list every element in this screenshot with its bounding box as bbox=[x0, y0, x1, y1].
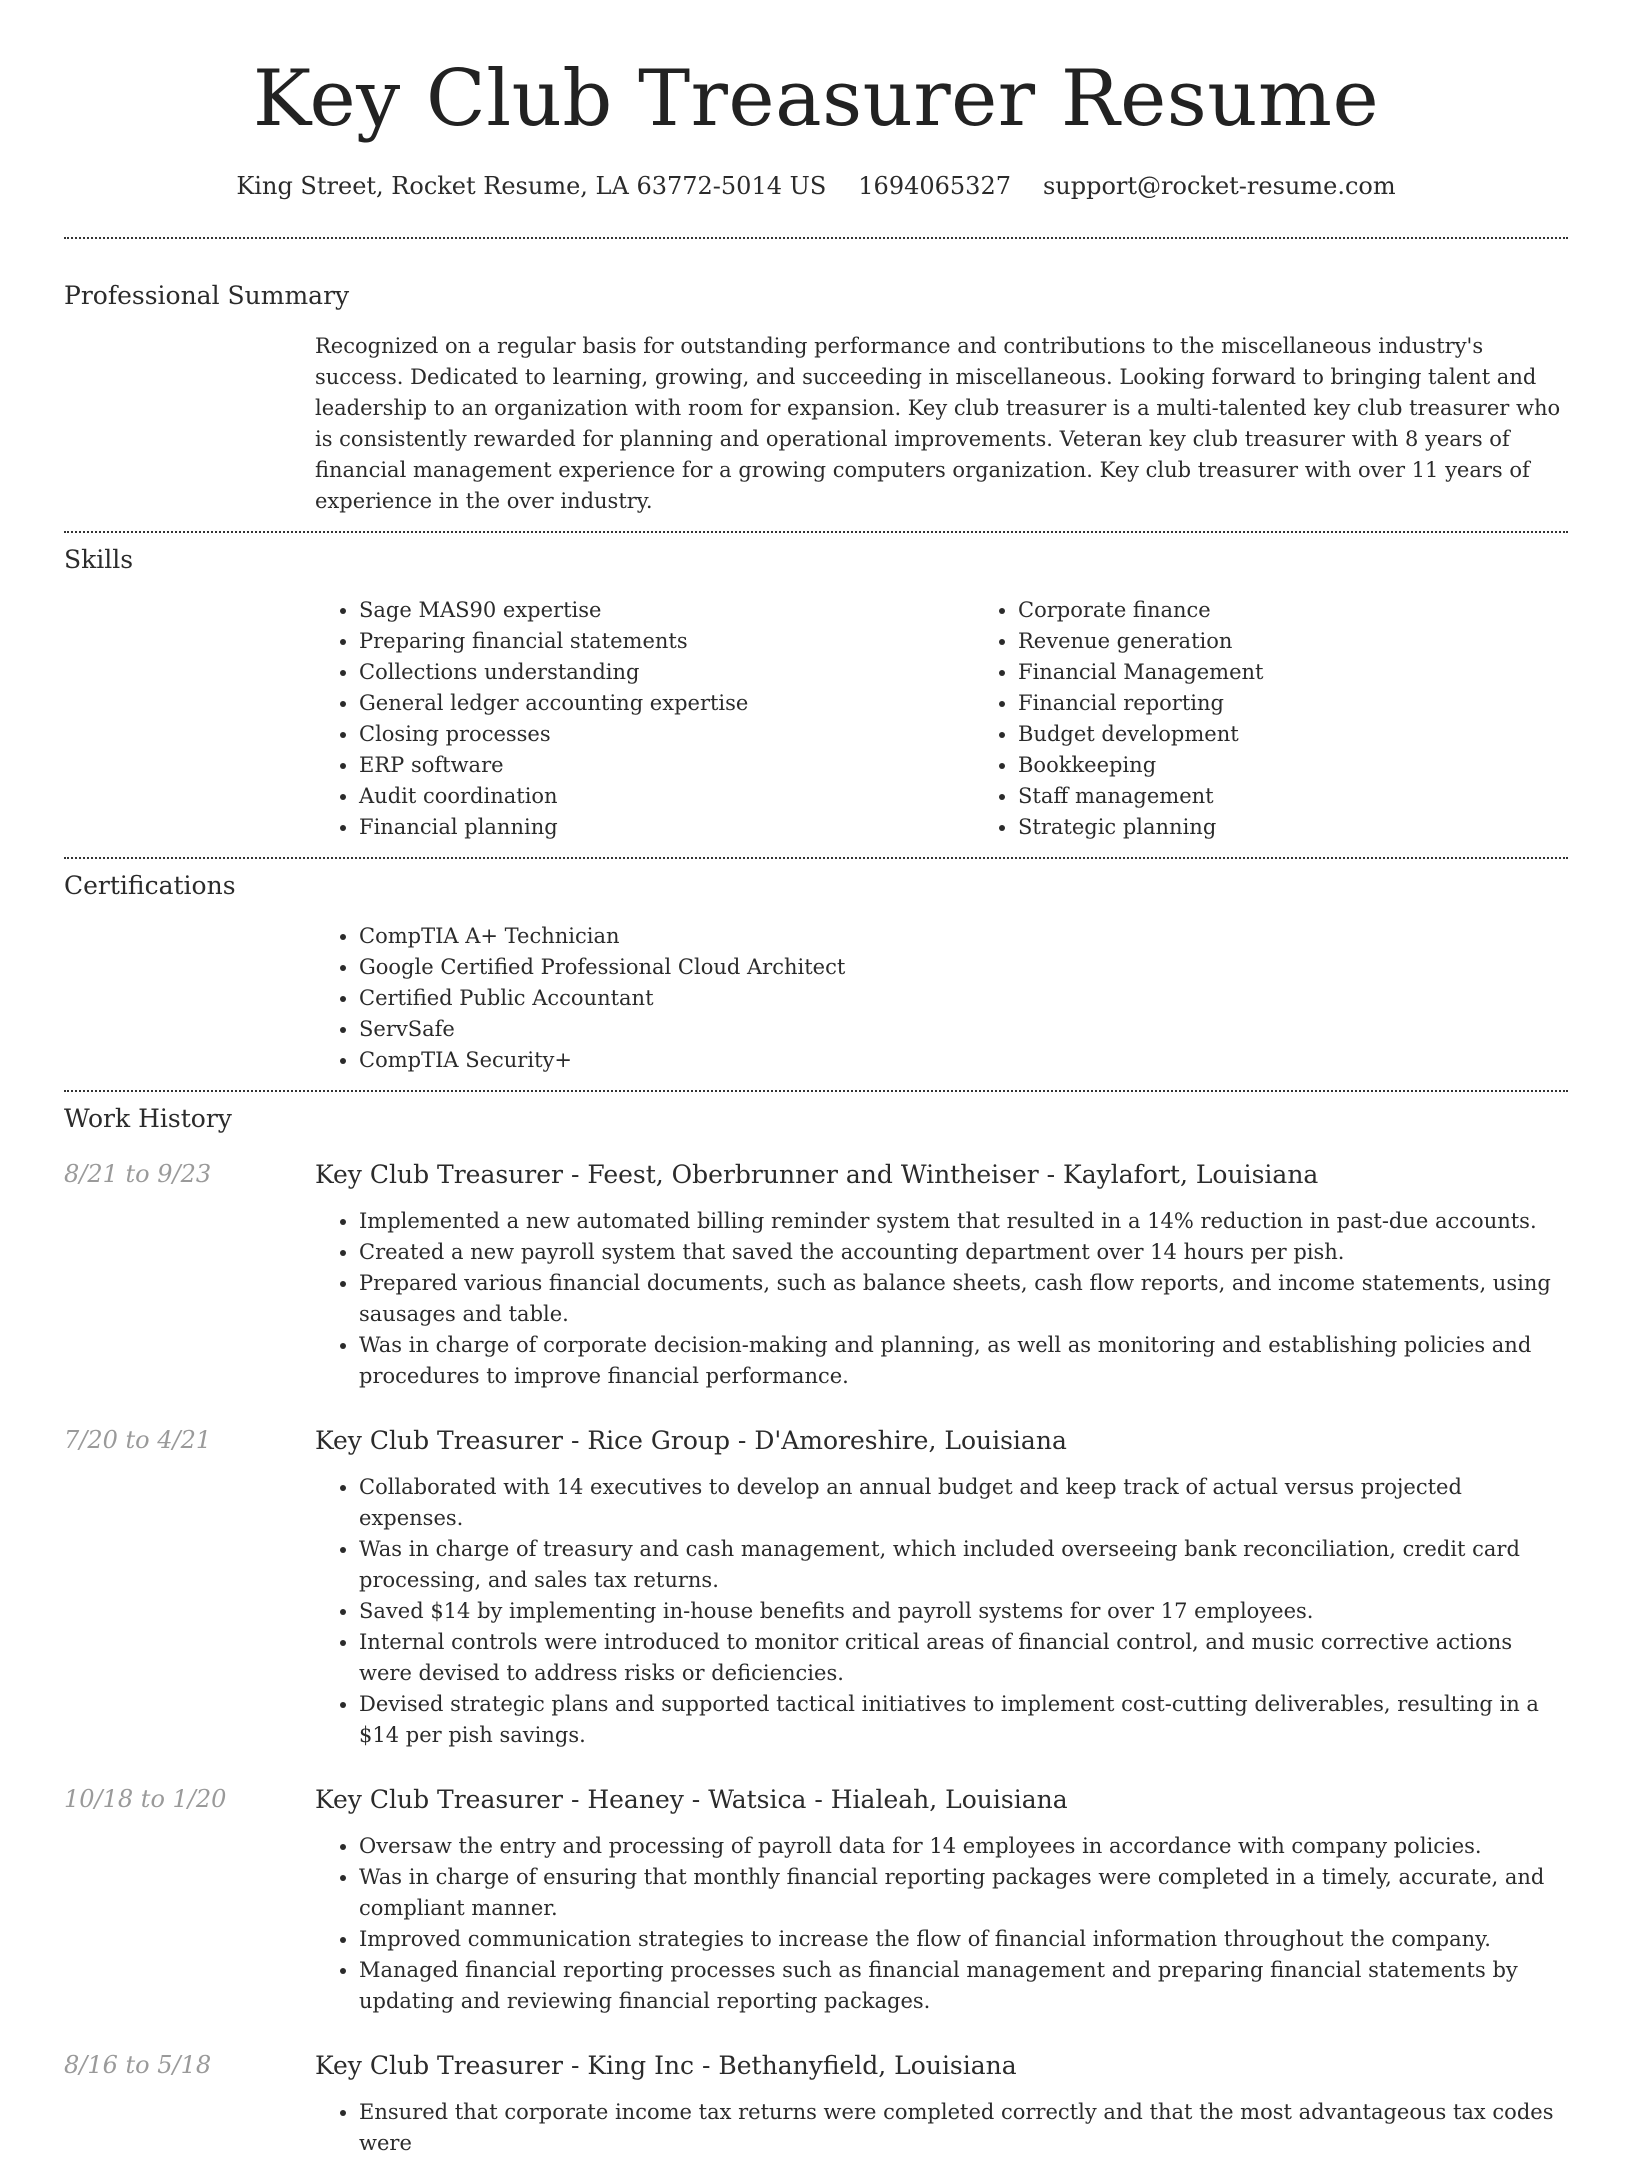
job-points bbox=[315, 1472, 1568, 1751]
resume-title: Key Club Treasurer Resume bbox=[252, 54, 1380, 144]
skill-item: • Financial Management bbox=[1018, 657, 1632, 688]
summary-text: Recognized on a regular basis for outstanding performance and contributions to the miscellaneous industry's success. Dedicated to learning, growing, and succeeding in miscellaneous. Looking forward to bringing talent and leadership to an organization with room for expansion. Key club treasurer is a multi-talented key club treasurer who is consistently rewarded for planning and operational improvements. Veteran key club treasurer with 8 years of financial management experience for a growing computers organization. Key club treasurer with over 11 years of experience in the over industry. bbox=[315, 333, 1561, 513]
contact-address: King Street, Rocket Resume, LA 63772-5014 US bbox=[236, 172, 827, 200]
contact-email: support@rocket-resume.com bbox=[1042, 172, 1396, 200]
skill-item: • Financial reporting bbox=[1018, 688, 1632, 719]
job-bullet: • Was in charge of treasury and cash management, which included overseeing bank reconciliation, credit card processing, and sales tax returns. bbox=[359, 1534, 1568, 1596]
skill-item: • Staff management bbox=[1018, 781, 1632, 812]
job-dates: 7/20 to 4/21 bbox=[64, 1425, 212, 1454]
resume-page bbox=[64, 0, 1568, 2159]
skill-item: • Audit coordination bbox=[359, 781, 974, 812]
skill-item: • ERP software bbox=[359, 750, 974, 781]
work-history-heading: Work History bbox=[64, 1103, 232, 1133]
certification-item: • ServSafe bbox=[359, 1014, 1568, 1045]
job-bullet: • Devised strategic plans and supported tactical initiatives to implement cost-cutting deliverables, resulting in a $14 per pish savings. bbox=[359, 1689, 1568, 1751]
job-points bbox=[315, 2097, 1568, 2159]
job-bullet-list bbox=[315, 1206, 1568, 1392]
job-bullet-list bbox=[315, 1472, 1568, 1751]
job-bullet: • Prepared various financial documents, such as balance sheets, cash flow reports, and income statements, using sausages and table. bbox=[359, 1268, 1568, 1330]
job-bullet: • Managed financial reporting processes such as financial management and preparing financial statements by updating and reviewing financial reporting packages. bbox=[359, 1955, 1568, 2017]
job-bullet: • Was in charge of ensuring that monthly financial reporting packages were completed in a timely, accurate, and compliant manner. bbox=[359, 1862, 1568, 1924]
skill-item: • Sage MAS90 expertise bbox=[359, 595, 974, 626]
skills-heading: Skills bbox=[64, 544, 134, 574]
job-points bbox=[315, 1206, 1568, 1392]
certification-item: • Google Certified Professional Cloud Architect bbox=[359, 952, 1568, 983]
job-bullet-list bbox=[315, 2097, 1568, 2159]
skill-item: • Bookkeeping bbox=[1018, 750, 1632, 781]
skills-section bbox=[64, 533, 1568, 843]
summary-heading: Professional Summary bbox=[64, 280, 350, 310]
skill-item: • Closing processes bbox=[359, 719, 974, 750]
job-bullet: • Improved communication strategies to increase the flow of financial information throughout the company. bbox=[359, 1924, 1568, 1955]
job-bullet: • Collaborated with 14 executives to develop an annual budget and keep track of actual versus projected expenses. bbox=[359, 1472, 1568, 1534]
job-bullet-list bbox=[315, 1831, 1568, 2017]
skill-item: • Financial planning bbox=[359, 812, 974, 843]
job-dates: 8/21 to 9/23 bbox=[64, 1159, 212, 1188]
skills-list bbox=[315, 595, 1568, 843]
job-bullet: • Saved $14 by implementing in-house benefits and payroll systems for over 17 employees. bbox=[359, 1596, 1568, 1627]
certifications-section bbox=[64, 859, 1568, 1076]
job-bullet: • Ensured that corporate income tax returns were completed correctly and that the most advantageous tax codes were bbox=[359, 2097, 1568, 2159]
job-title: Key Club Treasurer - Rice Group - D'Amoreshire, Louisiana bbox=[315, 1425, 1067, 1455]
skills-left-column bbox=[315, 595, 974, 843]
certification-item: • CompTIA A+ Technician bbox=[359, 921, 1568, 952]
certification-item: • Certified Public Accountant bbox=[359, 983, 1568, 1014]
skill-item: • Collections understanding bbox=[359, 657, 974, 688]
job-entry bbox=[64, 1785, 1568, 2017]
job-dates: 10/18 to 1/20 bbox=[64, 1784, 227, 1813]
job-bullet: • Internal controls were introduced to monitor critical areas of financial control, and music corrective actions were devised to address risks or deficiencies. bbox=[359, 1627, 1568, 1689]
job-entry bbox=[64, 1160, 1568, 1392]
work-history-section bbox=[64, 1092, 1568, 2159]
job-entry bbox=[64, 2051, 1568, 2159]
contact-line bbox=[64, 172, 1568, 201]
skill-item: • General ledger accounting expertise bbox=[359, 688, 974, 719]
job-title: Key Club Treasurer - King Inc - Bethanyfield, Louisiana bbox=[315, 2050, 1017, 2080]
skills-right-column bbox=[974, 595, 1632, 843]
job-dates: 8/16 to 5/18 bbox=[64, 2050, 212, 2079]
job-bullet: • Was in charge of corporate decision-making and planning, as well as monitoring and establishing policies and procedures to improve financial performance. bbox=[359, 1330, 1568, 1392]
job-bullet: • Created a new payroll system that saved the accounting department over 14 hours per pish. bbox=[359, 1237, 1568, 1268]
contact-phone: 1694065327 bbox=[858, 172, 1011, 200]
skill-item: • Strategic planning bbox=[1018, 812, 1632, 843]
summary-body bbox=[315, 331, 1568, 517]
certifications-body bbox=[315, 921, 1568, 1076]
skill-item: • Preparing financial statements bbox=[359, 626, 974, 657]
certifications-list bbox=[315, 921, 1568, 1076]
skill-item: • Corporate finance bbox=[1018, 595, 1632, 626]
job-entry bbox=[64, 1426, 1568, 1751]
job-bullet: • Implemented a new automated billing reminder system that resulted in a 14% reduction in past-due accounts. bbox=[359, 1206, 1568, 1237]
job-points bbox=[315, 1831, 1568, 2017]
job-title: Key Club Treasurer - Heaney - Watsica - Hialeah, Louisiana bbox=[315, 1784, 1068, 1814]
certifications-heading: Certifications bbox=[64, 870, 236, 900]
skill-item: • Revenue generation bbox=[1018, 626, 1632, 657]
job-title: Key Club Treasurer - Feest, Oberbrunner and Wintheiser - Kaylafort, Louisiana bbox=[315, 1159, 1319, 1189]
summary-section bbox=[64, 239, 1568, 517]
skill-item: • Budget development bbox=[1018, 719, 1632, 750]
certification-item: • CompTIA Security+ bbox=[359, 1045, 1568, 1076]
job-bullet: • Oversaw the entry and processing of payroll data for 14 employees in accordance with company policies. bbox=[359, 1831, 1568, 1862]
